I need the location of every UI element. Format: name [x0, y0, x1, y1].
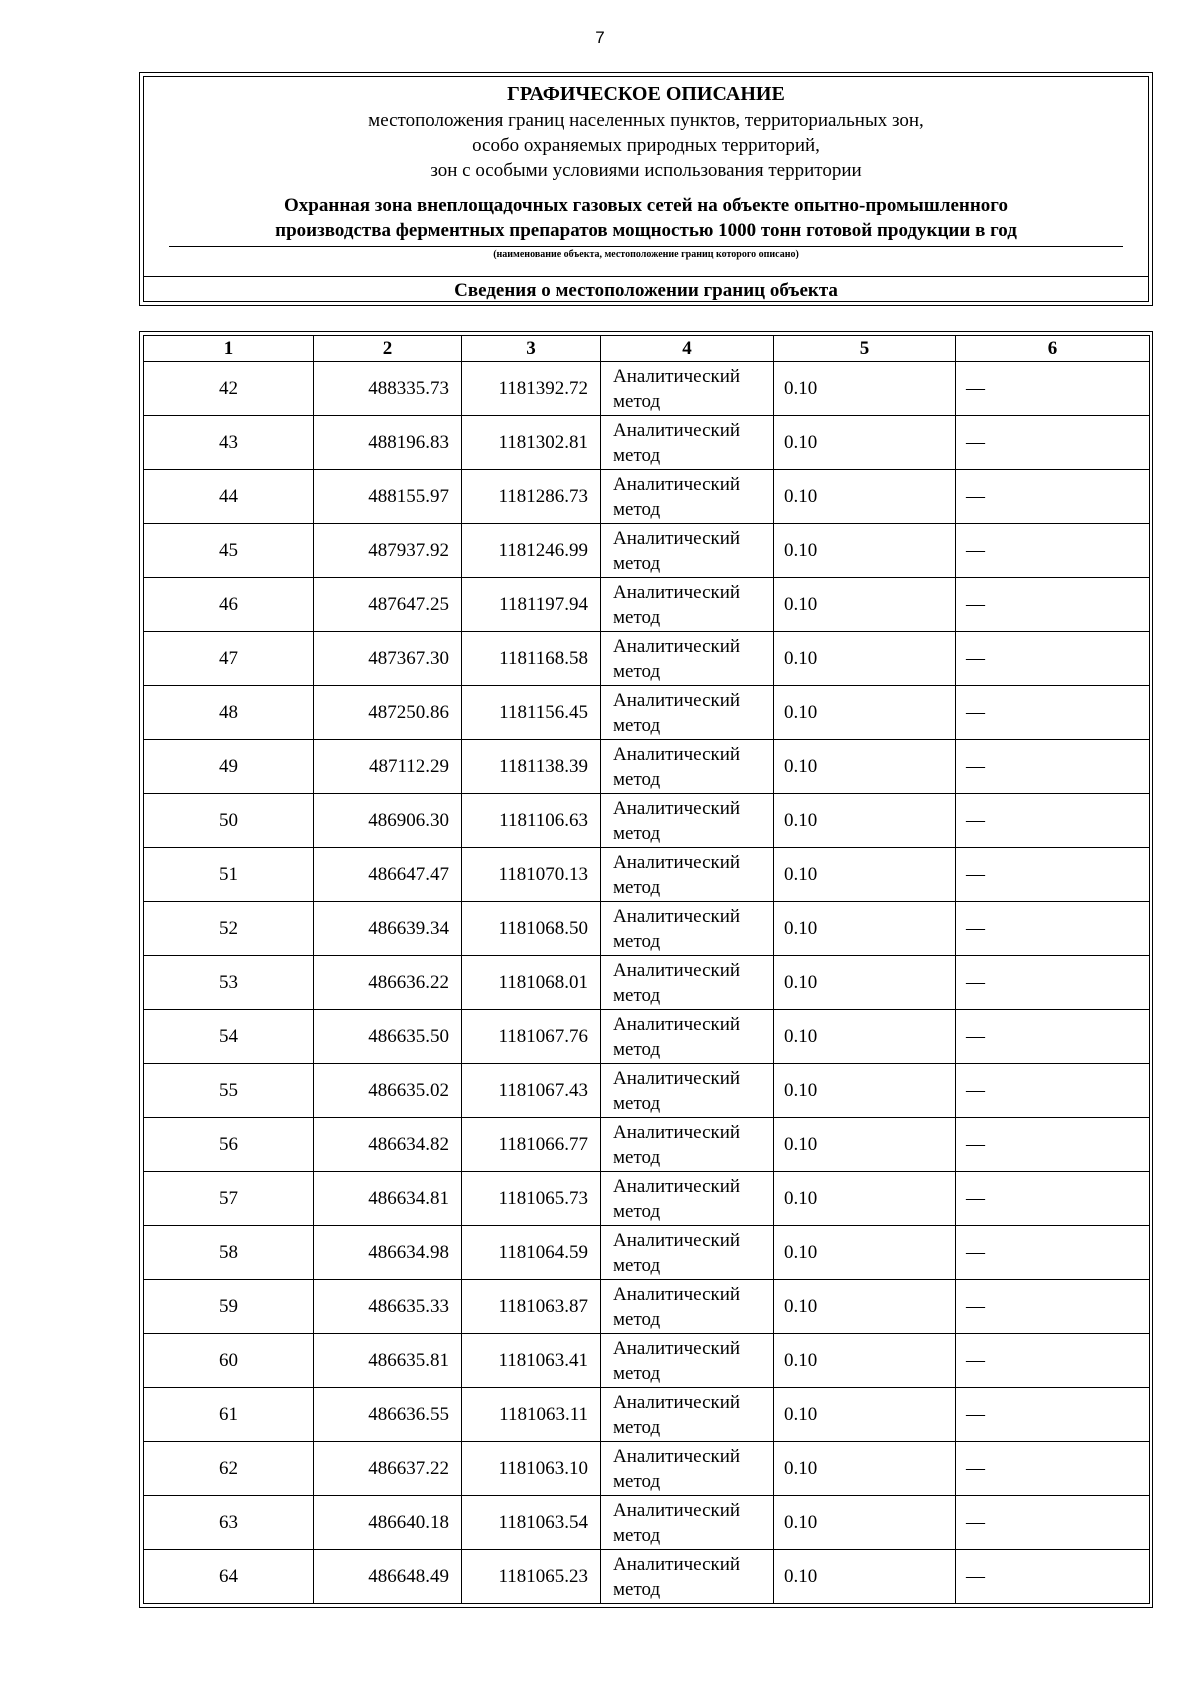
- method-cell: Аналитический метод: [601, 524, 774, 578]
- coordinate-y-cell: 1181063.87: [462, 1280, 601, 1334]
- table-row: [144, 1064, 1150, 1118]
- coordinate-y-cell: 1181156.45: [462, 686, 601, 740]
- coordinate-y-cell: 1181063.54: [462, 1496, 601, 1550]
- object-name-underline: [169, 246, 1123, 247]
- accuracy-cell: 0.10: [774, 578, 956, 632]
- coordinate-y-cell: 1181392.72: [462, 362, 601, 416]
- coordinate-y-cell: 1181168.58: [462, 632, 601, 686]
- table-row: [144, 1388, 1150, 1442]
- table-row: [144, 848, 1150, 902]
- coordinate-y-cell: 1181066.77: [462, 1118, 601, 1172]
- method-cell: Аналитический метод: [601, 632, 774, 686]
- coordinate-x-cell: 486648.49: [314, 1550, 462, 1604]
- point-number-cell: 61: [144, 1388, 314, 1442]
- method-cell: Аналитический метод: [601, 1442, 774, 1496]
- description-cell: —: [956, 1172, 1150, 1226]
- description-cell: —: [956, 524, 1150, 578]
- subtitle-line-2: особо охраняемых природных территорий,: [472, 135, 820, 156]
- method-cell: Аналитический метод: [601, 362, 774, 416]
- coordinate-x-cell: 486639.34: [314, 902, 462, 956]
- point-number-cell: 57: [144, 1172, 314, 1226]
- header-box: [139, 72, 1153, 306]
- coordinate-y-cell: 1181063.11: [462, 1388, 601, 1442]
- point-number-cell: 49: [144, 740, 314, 794]
- description-cell: —: [956, 740, 1150, 794]
- coordinate-x-cell: 487647.25: [314, 578, 462, 632]
- coordinate-x-cell: 486640.18: [314, 1496, 462, 1550]
- accuracy-cell: 0.10: [774, 416, 956, 470]
- description-cell: —: [956, 578, 1150, 632]
- point-number-cell: 64: [144, 1550, 314, 1604]
- coordinate-x-cell: 486635.33: [314, 1280, 462, 1334]
- description-cell: —: [956, 362, 1150, 416]
- accuracy-cell: 0.10: [774, 1442, 956, 1496]
- method-cell: Аналитический метод: [601, 1226, 774, 1280]
- section-title: Сведения о местоположении границ объекта: [454, 280, 838, 301]
- method-cell: Аналитический метод: [601, 1550, 774, 1604]
- method-cell: Аналитический метод: [601, 1172, 774, 1226]
- accuracy-cell: 0.10: [774, 956, 956, 1010]
- description-cell: —: [956, 1550, 1150, 1604]
- accuracy-cell: 0.10: [774, 794, 956, 848]
- table-row: [144, 1226, 1150, 1280]
- subtitle-line-1: местоположения границ населенных пунктов, территориальных зон,: [368, 110, 924, 131]
- coordinate-y-cell: 1181106.63: [462, 794, 601, 848]
- coordinate-y-cell: 1181063.10: [462, 1442, 601, 1496]
- accuracy-cell: 0.10: [774, 632, 956, 686]
- point-number-cell: 46: [144, 578, 314, 632]
- accuracy-cell: 0.10: [774, 1388, 956, 1442]
- point-number-cell: 56: [144, 1118, 314, 1172]
- coordinate-y-cell: 1181068.50: [462, 902, 601, 956]
- accuracy-cell: 0.10: [774, 740, 956, 794]
- header-divider: [144, 276, 1148, 277]
- table-header-row: [144, 336, 1150, 362]
- accuracy-cell: 0.10: [774, 902, 956, 956]
- table-row: [144, 1010, 1150, 1064]
- coordinates-table-frame: [139, 331, 1153, 1608]
- table-row: [144, 362, 1150, 416]
- coordinate-y-cell: 1181246.99: [462, 524, 601, 578]
- table-row: [144, 578, 1150, 632]
- method-cell: Аналитический метод: [601, 1388, 774, 1442]
- coordinate-x-cell: 486906.30: [314, 794, 462, 848]
- table-row: [144, 416, 1150, 470]
- table-row: [144, 686, 1150, 740]
- method-cell: Аналитический метод: [601, 416, 774, 470]
- page-number: 7: [595, 28, 605, 47]
- description-cell: —: [956, 956, 1150, 1010]
- column-header-4: 4: [601, 336, 774, 362]
- table-row: [144, 1280, 1150, 1334]
- description-cell: —: [956, 902, 1150, 956]
- coordinate-x-cell: 486637.22: [314, 1442, 462, 1496]
- coordinate-x-cell: 486635.81: [314, 1334, 462, 1388]
- coordinate-y-cell: 1181065.23: [462, 1550, 601, 1604]
- object-name-line-1: Охранная зона внеплощадочных газовых сетей на объекте опытно-промышленного: [284, 195, 1008, 216]
- accuracy-cell: 0.10: [774, 1550, 956, 1604]
- document-title: ГРАФИЧЕСКОЕ ОПИСАНИЕ: [507, 83, 785, 105]
- coordinate-x-cell: 488196.83: [314, 416, 462, 470]
- point-number-cell: 45: [144, 524, 314, 578]
- coordinate-y-cell: 1181068.01: [462, 956, 601, 1010]
- coordinate-y-cell: 1181286.73: [462, 470, 601, 524]
- description-cell: —: [956, 1064, 1150, 1118]
- column-header-6: 6: [956, 336, 1150, 362]
- point-number-cell: 59: [144, 1280, 314, 1334]
- table-row: [144, 1442, 1150, 1496]
- table-row: [144, 632, 1150, 686]
- method-cell: Аналитический метод: [601, 1118, 774, 1172]
- table-row: [144, 794, 1150, 848]
- accuracy-cell: 0.10: [774, 1280, 956, 1334]
- description-cell: —: [956, 686, 1150, 740]
- table-row: [144, 1118, 1150, 1172]
- method-cell: Аналитический метод: [601, 794, 774, 848]
- coordinate-x-cell: 488155.97: [314, 470, 462, 524]
- table-row: [144, 902, 1150, 956]
- point-number-cell: 62: [144, 1442, 314, 1496]
- coordinates-table: [143, 335, 1150, 1604]
- method-cell: Аналитический метод: [601, 956, 774, 1010]
- method-cell: Аналитический метод: [601, 578, 774, 632]
- description-cell: —: [956, 1496, 1150, 1550]
- coordinate-x-cell: 487367.30: [314, 632, 462, 686]
- accuracy-cell: 0.10: [774, 1334, 956, 1388]
- coordinate-y-cell: 1181067.43: [462, 1064, 601, 1118]
- table-row: [144, 524, 1150, 578]
- point-number-cell: 42: [144, 362, 314, 416]
- table-body: [144, 362, 1150, 1604]
- method-cell: Аналитический метод: [601, 1064, 774, 1118]
- point-number-cell: 55: [144, 1064, 314, 1118]
- table-row: [144, 1550, 1150, 1604]
- accuracy-cell: 0.10: [774, 362, 956, 416]
- description-cell: —: [956, 1334, 1150, 1388]
- point-number-cell: 60: [144, 1334, 314, 1388]
- accuracy-cell: 0.10: [774, 524, 956, 578]
- method-cell: Аналитический метод: [601, 902, 774, 956]
- accuracy-cell: 0.10: [774, 470, 956, 524]
- coordinate-x-cell: 486636.55: [314, 1388, 462, 1442]
- table-row: [144, 1334, 1150, 1388]
- point-number-cell: 53: [144, 956, 314, 1010]
- coordinate-x-cell: 486634.81: [314, 1172, 462, 1226]
- description-cell: —: [956, 794, 1150, 848]
- table-row: [144, 1496, 1150, 1550]
- object-name-note: (наименование объекта, местоположение границ которого описано): [493, 249, 799, 260]
- coordinate-x-cell: 488335.73: [314, 362, 462, 416]
- coordinate-y-cell: 1181138.39: [462, 740, 601, 794]
- accuracy-cell: 0.10: [774, 1226, 956, 1280]
- accuracy-cell: 0.10: [774, 848, 956, 902]
- method-cell: Аналитический метод: [601, 686, 774, 740]
- column-header-2: 2: [314, 336, 462, 362]
- method-cell: Аналитический метод: [601, 1280, 774, 1334]
- coordinate-x-cell: 487112.29: [314, 740, 462, 794]
- method-cell: Аналитический метод: [601, 1496, 774, 1550]
- coordinate-x-cell: 487937.92: [314, 524, 462, 578]
- description-cell: —: [956, 470, 1150, 524]
- table-row: [144, 956, 1150, 1010]
- point-number-cell: 63: [144, 1496, 314, 1550]
- coordinate-y-cell: 1181302.81: [462, 416, 601, 470]
- coordinate-x-cell: 486634.82: [314, 1118, 462, 1172]
- table-row: [144, 1172, 1150, 1226]
- point-number-cell: 54: [144, 1010, 314, 1064]
- description-cell: —: [956, 416, 1150, 470]
- point-number-cell: 58: [144, 1226, 314, 1280]
- accuracy-cell: 0.10: [774, 1064, 956, 1118]
- column-header-5: 5: [774, 336, 956, 362]
- description-cell: —: [956, 1388, 1150, 1442]
- coordinate-y-cell: 1181070.13: [462, 848, 601, 902]
- table-row: [144, 740, 1150, 794]
- coordinate-y-cell: 1181064.59: [462, 1226, 601, 1280]
- point-number-cell: 48: [144, 686, 314, 740]
- table-row: [144, 470, 1150, 524]
- point-number-cell: 47: [144, 632, 314, 686]
- method-cell: Аналитический метод: [601, 740, 774, 794]
- coordinate-x-cell: 486647.47: [314, 848, 462, 902]
- coordinate-y-cell: 1181065.73: [462, 1172, 601, 1226]
- coordinate-y-cell: 1181063.41: [462, 1334, 601, 1388]
- accuracy-cell: 0.10: [774, 1118, 956, 1172]
- coordinate-y-cell: 1181197.94: [462, 578, 601, 632]
- coordinate-y-cell: 1181067.76: [462, 1010, 601, 1064]
- method-cell: Аналитический метод: [601, 848, 774, 902]
- method-cell: Аналитический метод: [601, 1010, 774, 1064]
- column-header-1: 1: [144, 336, 314, 362]
- coordinate-x-cell: 486636.22: [314, 956, 462, 1010]
- description-cell: —: [956, 1442, 1150, 1496]
- description-cell: —: [956, 1010, 1150, 1064]
- coordinate-x-cell: 486634.98: [314, 1226, 462, 1280]
- point-number-cell: 50: [144, 794, 314, 848]
- method-cell: Аналитический метод: [601, 1334, 774, 1388]
- coordinate-x-cell: 486635.02: [314, 1064, 462, 1118]
- accuracy-cell: 0.10: [774, 1496, 956, 1550]
- subtitle-line-3: зон с особыми условиями использования территории: [430, 160, 862, 181]
- description-cell: —: [956, 1226, 1150, 1280]
- header-inner-frame: [143, 76, 1149, 302]
- method-cell: Аналитический метод: [601, 470, 774, 524]
- accuracy-cell: 0.10: [774, 1010, 956, 1064]
- object-name-line-2: производства ферментных препаратов мощностью 1000 тонн готовой продукции в год: [275, 220, 1017, 241]
- description-cell: —: [956, 848, 1150, 902]
- point-number-cell: 44: [144, 470, 314, 524]
- point-number-cell: 51: [144, 848, 314, 902]
- accuracy-cell: 0.10: [774, 1172, 956, 1226]
- description-cell: —: [956, 1280, 1150, 1334]
- coordinate-x-cell: 486635.50: [314, 1010, 462, 1064]
- description-cell: —: [956, 1118, 1150, 1172]
- accuracy-cell: 0.10: [774, 686, 956, 740]
- description-cell: —: [956, 632, 1150, 686]
- coordinate-x-cell: 487250.86: [314, 686, 462, 740]
- point-number-cell: 52: [144, 902, 314, 956]
- point-number-cell: 43: [144, 416, 314, 470]
- column-header-3: 3: [462, 336, 601, 362]
